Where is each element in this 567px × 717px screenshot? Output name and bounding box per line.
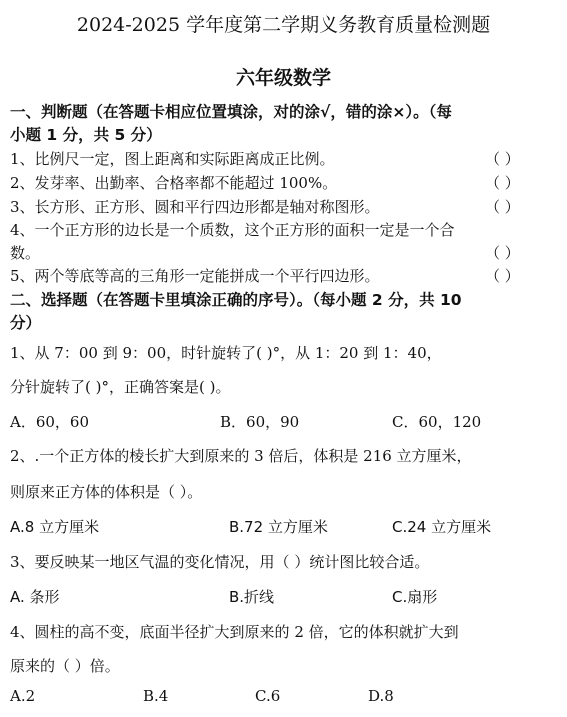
- judge-item-3: 3、长方形、正方形、圆和平行四边形都是轴对称图形。: [10, 198, 380, 216]
- answer-paren-1: （ ）: [485, 150, 520, 168]
- judge-item-5: 5、两个等底等高的三角形一定能拼成一个平行四边形。: [10, 267, 380, 285]
- judge-item-4-line2: 数。: [10, 244, 41, 262]
- q1-option-c: C．60，120: [392, 413, 482, 431]
- q3-option-c: C.扇形: [392, 588, 438, 606]
- q4-option-a: A.2: [10, 687, 36, 705]
- section1-heading-line2: 小题 1 分，共 5 分）: [10, 126, 162, 144]
- q2-option-b: B.72 立方厘米: [229, 518, 328, 536]
- q2-option-a: A.8 立方厘米: [10, 518, 100, 536]
- answer-paren-2: （ ）: [485, 174, 520, 192]
- section2-heading-line2: 分）: [10, 314, 42, 332]
- q1-option-b: B．60，90: [220, 413, 300, 431]
- judge-item-1: 1、比例尺一定，图上距离和实际距离成正比例。: [10, 150, 335, 168]
- answer-paren-5: （ ）: [485, 267, 520, 285]
- q4-option-c: C.6: [255, 687, 281, 705]
- subject-title: 六年级数学: [235, 67, 331, 89]
- question-3-line1: 3、要反映某一地区气温的变化情况，用（ ）统计图比较合适。: [10, 553, 430, 571]
- section2-heading-line1: 二、选择题（在答题卡里填涂正确的序号）。（每小题 2 分，共 10: [10, 291, 462, 309]
- answer-paren-4: （ ）: [485, 244, 520, 262]
- question-2-line1: 2、.一个正方体的棱长扩大到原来的 3 倍后，体积是 216 立方厘米，: [10, 447, 472, 465]
- question-4-line1: 4、圆柱的高不变，底面半径扩大到原来的 2 倍，它的体积就扩大到: [10, 623, 459, 641]
- q4-option-d: D.8: [368, 687, 394, 705]
- question-4-line2: 原来的（ ）倍。: [10, 657, 120, 675]
- section1-heading-line1: 一、判断题（在答题卡相应位置填涂，对的涂√，错的涂×）。（每: [10, 103, 452, 121]
- judge-item-4-line1: 4、一个正方形的边长是一个质数，这个正方形的面积一定是一个合: [10, 221, 455, 239]
- q3-option-a: A. 条形: [10, 588, 60, 606]
- question-1-line1: 1、从 7：00 到 9：00，时针旋转了( )°，从 1：20 到 1：40，: [10, 344, 442, 362]
- q2-option-c: C.24 立方厘米: [392, 518, 492, 536]
- judge-item-2: 2、发芽率、出勤率、合格率都不能超过 100%。: [10, 174, 338, 192]
- exam-title: 2024-2025 学年度第二学期义务教育质量检测题: [76, 14, 491, 36]
- q1-option-a: A．60，60: [10, 413, 90, 431]
- q4-option-b: B.4: [143, 687, 169, 705]
- q3-option-b: B.折线: [229, 588, 275, 606]
- question-2-line2: 则原来正方体的体积是（ ）。: [10, 483, 203, 501]
- answer-paren-3: （ ）: [485, 198, 520, 216]
- question-1-line2: 分针旋转了( )°，正确答案是( )。: [10, 378, 231, 396]
